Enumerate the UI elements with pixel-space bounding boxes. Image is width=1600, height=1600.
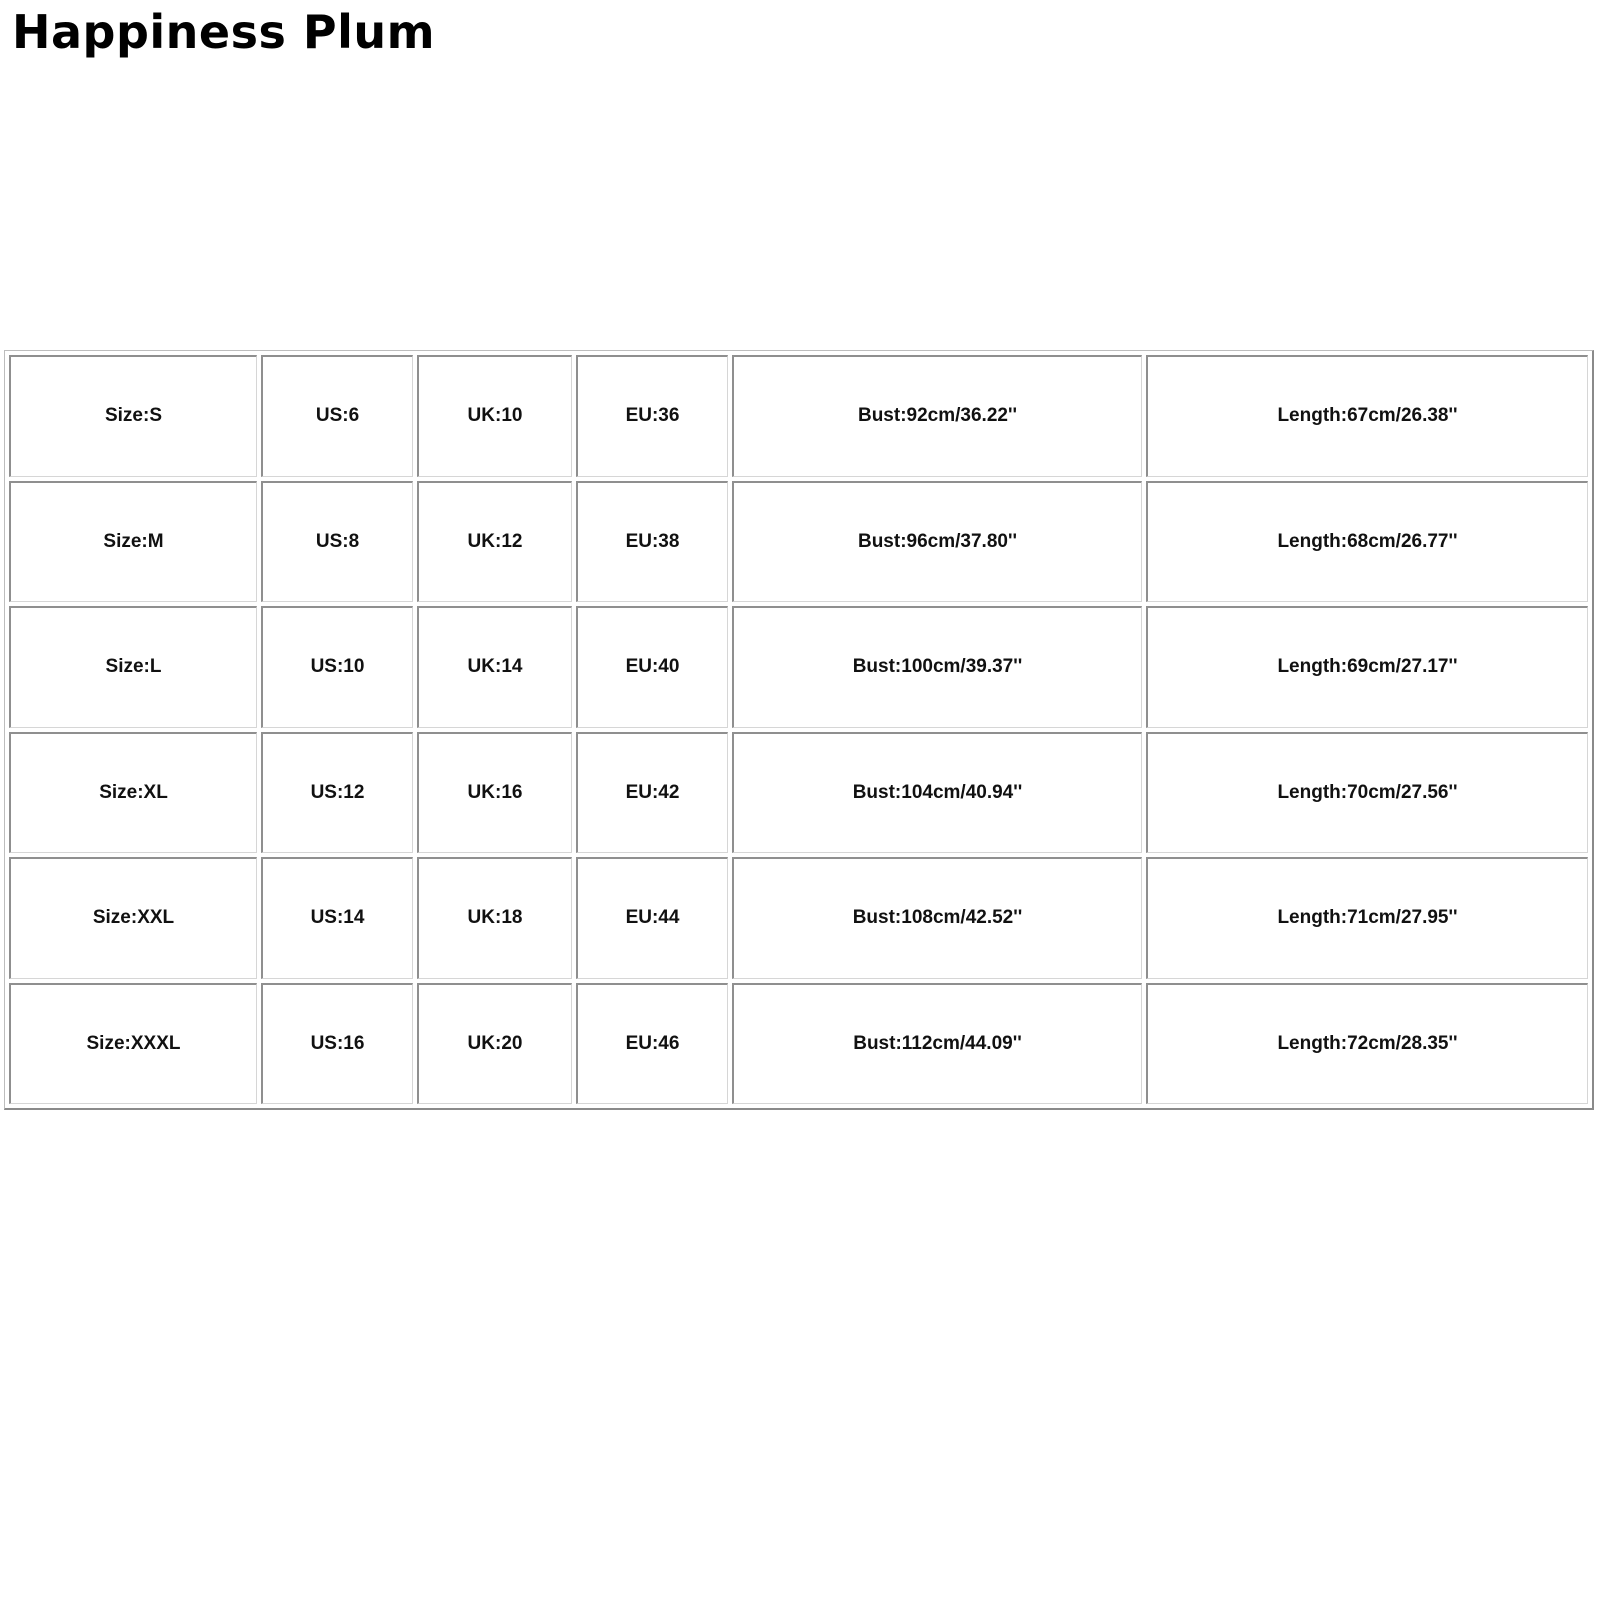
length-cell: Length:68cm/26.77'' (1146, 481, 1588, 603)
size-cell: Size:XXL (9, 857, 257, 979)
uk-size-cell: UK:10 (417, 355, 572, 477)
eu-size-cell: EU:38 (576, 481, 728, 603)
uk-size-cell: UK:18 (417, 857, 572, 979)
us-size-cell: US:6 (261, 355, 413, 477)
uk-size-cell: UK:20 (417, 983, 572, 1105)
us-size-cell: US:14 (261, 857, 413, 979)
eu-size-cell: EU:44 (576, 857, 728, 979)
us-size-cell: US:8 (261, 481, 413, 603)
brand-title: Happiness Plum (12, 5, 436, 59)
table-row (9, 857, 1588, 979)
size-cell: Size:L (9, 606, 257, 728)
size-cell: Size:XL (9, 732, 257, 854)
uk-size-cell: UK:12 (417, 481, 572, 603)
eu-size-cell: EU:40 (576, 606, 728, 728)
size-cell: Size:XXXL (9, 983, 257, 1105)
eu-size-cell: EU:42 (576, 732, 728, 854)
table-row (9, 732, 1588, 854)
table-row (9, 606, 1588, 728)
bust-cell: Bust:100cm/39.37'' (732, 606, 1142, 728)
table-row (9, 481, 1588, 603)
length-cell: Length:70cm/27.56'' (1146, 732, 1588, 854)
length-cell: Length:72cm/28.35'' (1146, 983, 1588, 1105)
us-size-cell: US:12 (261, 732, 413, 854)
table-row (9, 983, 1588, 1105)
us-size-cell: US:10 (261, 606, 413, 728)
eu-size-cell: EU:46 (576, 983, 728, 1105)
bust-cell: Bust:104cm/40.94'' (732, 732, 1142, 854)
length-cell: Length:69cm/27.17'' (1146, 606, 1588, 728)
bust-cell: Bust:92cm/36.22'' (732, 355, 1142, 477)
table-row (9, 355, 1588, 477)
uk-size-cell: UK:16 (417, 732, 572, 854)
size-chart-table (4, 350, 1594, 1110)
length-cell: Length:67cm/26.38'' (1146, 355, 1588, 477)
uk-size-cell: UK:14 (417, 606, 572, 728)
size-cell: Size:S (9, 355, 257, 477)
length-cell: Length:71cm/27.95'' (1146, 857, 1588, 979)
bust-cell: Bust:108cm/42.52'' (732, 857, 1142, 979)
eu-size-cell: EU:36 (576, 355, 728, 477)
size-cell: Size:M (9, 481, 257, 603)
bust-cell: Bust:96cm/37.80'' (732, 481, 1142, 603)
us-size-cell: US:16 (261, 983, 413, 1105)
bust-cell: Bust:112cm/44.09'' (732, 983, 1142, 1105)
